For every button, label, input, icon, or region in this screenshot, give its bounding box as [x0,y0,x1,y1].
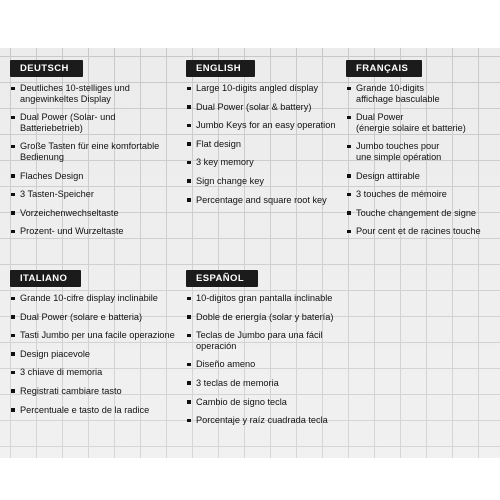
list-item: Registrati cambiare tasto [10,386,180,397]
list-item: Dual Power (énergie solaire et batterie) [346,112,500,133]
list-item: Jumbo touches pour une simple opération [346,141,500,162]
heading-francais: FRANÇAIS [346,60,422,77]
feature-list-english [186,83,344,205]
feature-list-espanol [186,293,346,426]
list-item: Dual Power (Solar- und Batteriebetrieb) [10,112,178,133]
column-italiano [10,268,180,423]
list-item: 3 Tasten-Speicher [10,189,178,200]
list-item: Percentage and square root key [186,195,344,206]
list-item: Teclas de Jumbo para una fácil operación [186,330,346,351]
list-item: Percentuale e tasto de la radice [10,405,180,416]
list-item: Design attirable [346,171,500,182]
list-item: Dual Power (solare e batteria) [10,312,180,323]
list-item: Design piacevole [10,349,180,360]
list-item: 3 touches de mémoire [346,189,500,200]
list-item: Large 10-digits angled display [186,83,344,94]
list-item: Vorzeichenwechseltaste [10,208,178,219]
list-item: Flaches Design [10,171,178,182]
list-item: 3 key memory [186,157,344,168]
list-item: Porcentaje y raíz cuadrada tecla [186,415,346,426]
heading-espanol: ESPAÑOL [186,270,258,287]
list-item: Grande 10-digits affichage basculable [346,83,500,104]
heading-english: ENGLISH [186,60,255,77]
feature-list-francais [346,83,500,237]
feature-list-italiano [10,293,180,415]
heading-italiano: ITALIANO [10,270,81,287]
list-item: Grande 10-cifre display inclinabile [10,293,180,304]
list-item: Doble de energía (solar y batería) [186,312,346,323]
list-item: Prozent- und Wurzeltaste [10,226,178,237]
list-item: Tasti Jumbo per una facile operazione [10,330,180,341]
column-deutsch [10,58,178,245]
list-item: Deutliches 10-stelliges und angewinkeltes Display [10,83,178,104]
list-item: Touche changement de signe [346,208,500,219]
list-item: 3 chiave di memoria [10,367,180,378]
column-espanol [186,268,346,434]
list-item: 10-digitos gran pantalla inclinable [186,293,346,304]
heading-deutsch: DEUTSCH [10,60,83,77]
column-english [186,58,344,213]
list-item: Dual Power (solar & battery) [186,102,344,113]
list-item: Diseño ameno [186,359,346,370]
column-francais [346,58,500,245]
list-item: Flat design [186,139,344,150]
list-item: Große Tasten für eine komfortable Bedienung [10,141,178,162]
list-item: Sign change key [186,176,344,187]
list-item: 3 teclas de memoria [186,378,346,389]
feature-list-deutsch [10,83,178,237]
list-item: Cambio de signo tecla [186,397,346,408]
list-item: Jumbo Keys for an easy operation [186,120,344,131]
list-item: Pour cent et de racines touche [346,226,500,237]
